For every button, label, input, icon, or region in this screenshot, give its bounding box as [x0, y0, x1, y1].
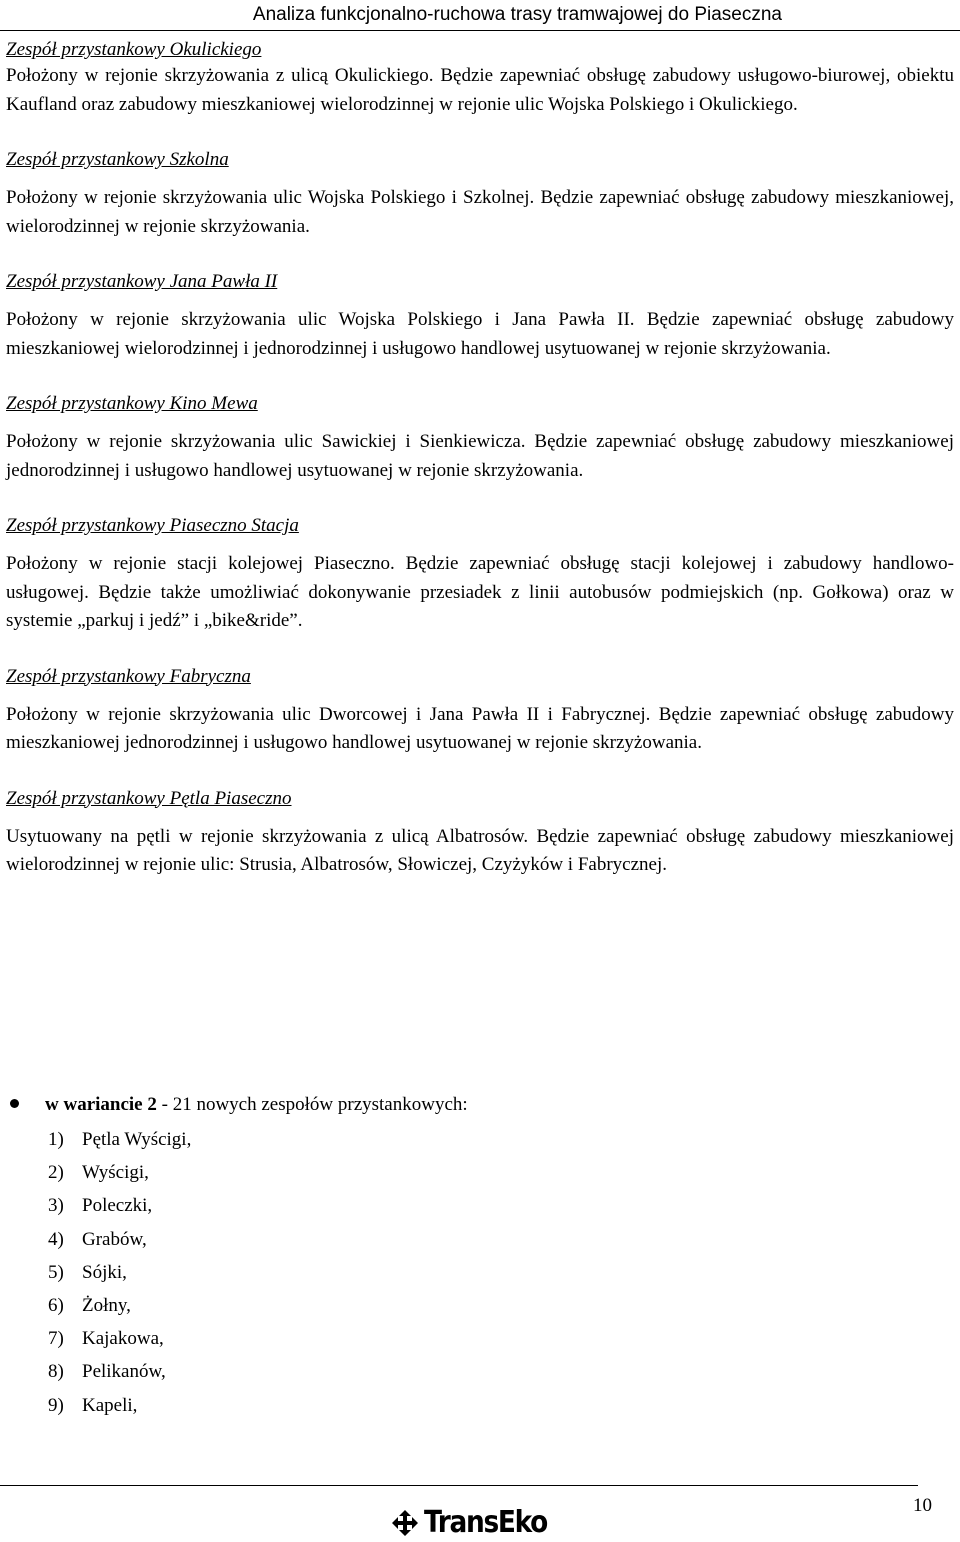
list-item-name: Pętla Wyścigi, [82, 1129, 192, 1150]
list-item-name: Kajakowa, [82, 1328, 164, 1350]
section-body: Położony w rejonie skrzyżowania ulic Sawickiej i Sienkiewicza. Będzie zapewniać obsługę zabudowy mieszkaniowej jednorodzinnej i usługowo handlowej usytuowanej w rejonie skrzyżowania. [6, 431, 954, 481]
list-item [48, 1156, 954, 1189]
logo-text: TransEko [424, 1505, 547, 1540]
section-petla-piaseczno [6, 784, 954, 880]
list-item [48, 1256, 954, 1289]
section-title: Zespół przystankowy Jana Pawła II [6, 271, 278, 292]
list-item-name: Wyścigi, [82, 1162, 149, 1184]
section-body: Położony w rejonie stacji kolejowej Piaseczno. Będzie zapewniać obsługę stacji kolejowej i zabudowy handlowo-usługowej. Będzie także umożliwiać dokonywanie przesiadek z linii autobusów podmiejskich (np. Gołkowa) oraz w systemie „parkuj i jedź” i „bike&ride”. [6, 553, 954, 631]
stop-list [6, 1123, 954, 1422]
variant-description: - 21 nowych zespołów przystankowych: [156, 1094, 468, 1115]
list-item-number: 2) [48, 1162, 64, 1184]
section-szkolna [6, 145, 954, 241]
list-item-name: Pelikanów, [82, 1361, 166, 1383]
page-number: 10 [913, 1495, 932, 1516]
list-item [48, 1322, 954, 1355]
list-item-name: Grabów, [82, 1228, 147, 1250]
section-title: Zespół przystankowy Pętla Piaseczno [6, 787, 292, 809]
list-item-number: 8) [48, 1361, 64, 1383]
section-jana-pawla [6, 267, 954, 363]
list-item-name: Sójki, [82, 1261, 127, 1283]
list-item [48, 1223, 954, 1256]
section-okulickiego [6, 38, 954, 119]
section-title: Zespół przystankowy Szkolna [6, 149, 229, 170]
list-item [48, 1289, 954, 1322]
list-item-number: 9) [48, 1394, 64, 1416]
transeko-logo-icon [390, 1508, 420, 1538]
section-body: Położony w rejonie skrzyżowania ulic Dworcowej i Jana Pawła II i Fabrycznej. Będzie zapewniać obsługę zabudowy mieszkaniowej jednorodzinnej i usługowo handlowej usytuowanej w rejonie skrzyżowania. [6, 703, 954, 753]
section-body: Położony w rejonie skrzyżowania ulic Wojska Polskiego i Jana Pawła II. Będzie zapewniać obsługę zabudowy mieszkaniowej wielorodzinnej i jednorodzinnej i usługowo handlowej usytuowanej w rejonie skrzyżowania. [6, 309, 954, 359]
list-item-number: 5) [48, 1261, 64, 1283]
list-item [48, 1355, 954, 1388]
list-item-number: 6) [48, 1295, 64, 1317]
variant-list [6, 1091, 954, 1422]
variant-strong-label: w wariancie 2 [45, 1094, 157, 1115]
transeko-logo [390, 1505, 564, 1541]
list-item-name: Poleczki, [82, 1195, 153, 1217]
list-item-number: 4) [48, 1228, 64, 1250]
section-body: Usytuowany na pętli w rejonie skrzyżowania z ulicą Albatrosów. Będzie zapewniać obsługę zabudowy mieszkaniowej wielorodzinnej w rejonie ulic: Strusia, Albatrosów, Słowiczej, Czyżyków i Fabrycznej. [6, 825, 954, 875]
document-content [6, 38, 954, 906]
section-body: Położony w rejonie skrzyżowania z ulicą Okulickiego. Będzie zapewniać obsługę zabudowy usługowo-biurowej, obiektu Kaufland oraz zabudowy mieszkaniowej wielorodzinnej w rejonie ulic Wojska Polskiego i Okulickiego. [6, 65, 954, 115]
section-title: Zespół przystankowy Fabryczna [6, 665, 251, 687]
list-item [48, 1389, 954, 1422]
section-fabryczna [6, 662, 954, 758]
list-item [48, 1189, 954, 1222]
running-header: Analiza funkcjonalno-ruchowa trasy tramwajowej do Piaseczna [252, 4, 782, 25]
variant-heading [6, 1091, 954, 1119]
footer-rule [0, 1485, 918, 1486]
section-body: Położony w rejonie skrzyżowania ulic Wojska Polskiego i Szkolnej. Będzie zapewniać obsługę zabudowy mieszkaniowej, wielorodzinnej w rejonie skrzyżowania. [6, 187, 954, 237]
list-item-number: 7) [48, 1328, 64, 1350]
list-item-number: 1) [48, 1129, 64, 1150]
list-item-number: 3) [48, 1195, 64, 1217]
list-item-name: Kapeli, [82, 1394, 138, 1416]
section-piaseczno-stacja [6, 511, 954, 636]
header-rule [0, 30, 960, 31]
section-title: Zespół przystankowy Piaseczno Stacja [6, 515, 299, 536]
section-kino-mewa [6, 389, 954, 485]
list-item-name: Żołny, [82, 1295, 131, 1317]
section-title: Zespół przystankowy Okulickiego [6, 39, 262, 60]
bullet-icon [10, 1099, 19, 1108]
section-title: Zespół przystankowy Kino Mewa [6, 393, 258, 414]
list-item [48, 1123, 954, 1156]
